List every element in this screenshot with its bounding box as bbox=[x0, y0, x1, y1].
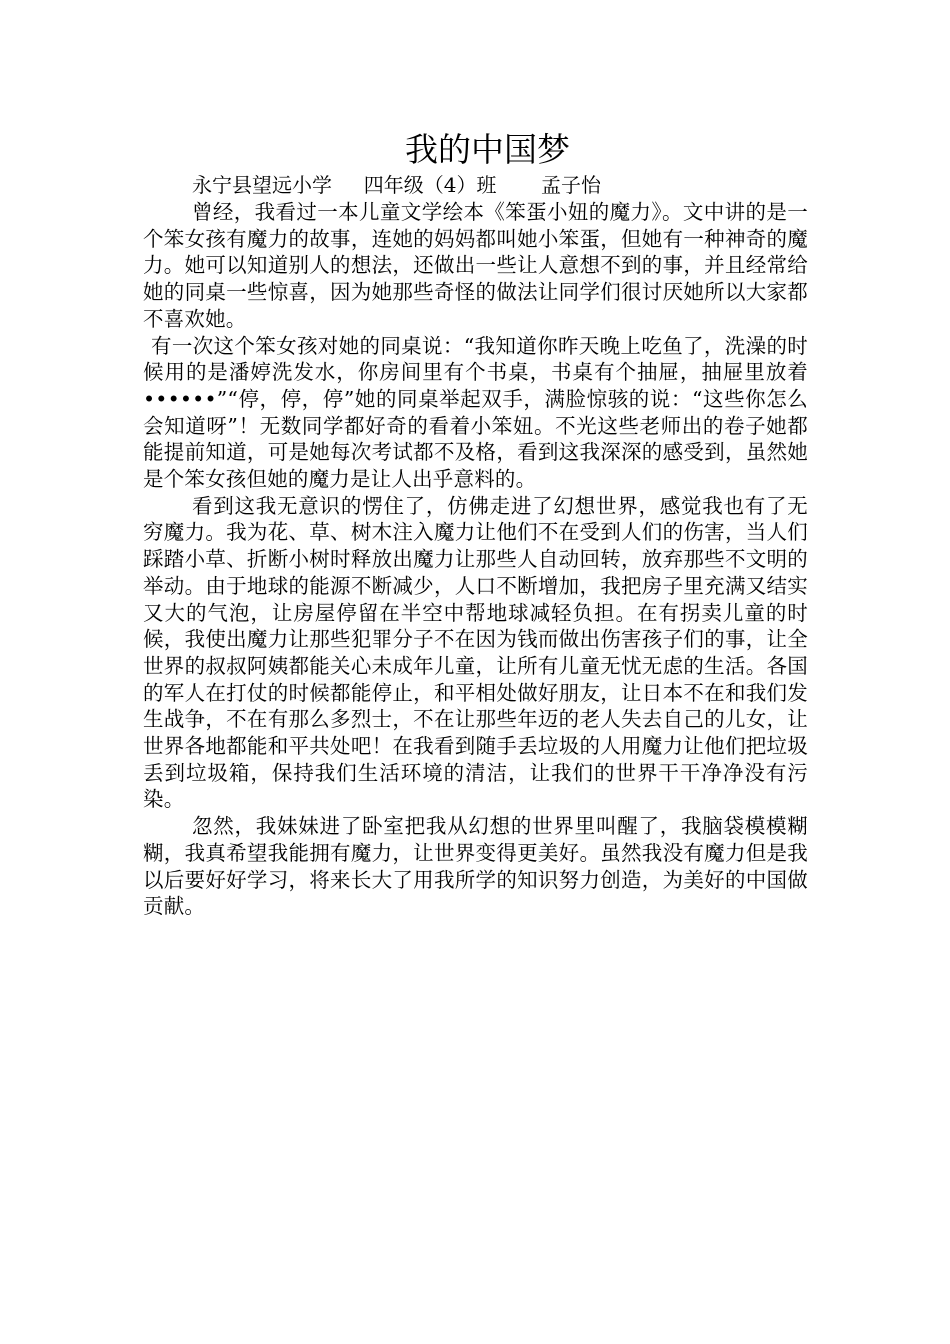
paragraph-1: 曾经，我看过一本儿童文学绘本《笨蛋小妞的魔力》。文中讲的是一个笨女孩有魔力的故事，连她的妈妈都叫她小笨蛋，但她有一种神奇的魔力。她可以知道别人的想法，还做出一些让人意想不到的事，并且经常给她的同桌一些惊喜，因为她那些奇怪的做法让同学们很讨厌她所以大家都不喜欢她。 bbox=[143, 200, 808, 331]
essay-title: 我的中国梦 bbox=[405, 130, 570, 169]
essay-body bbox=[143, 128, 808, 920]
paragraph-2: 有一次这个笨女孩对她的同桌说：“我知道你昨天晚上吃鱼了，洗澡的时候用的是潘婷洗发水，你房间里有个书桌，书桌有个抽屉，抽屉里放着••••••”“停，停，停”她的同桌举起双手，满脸惊骇的说：“这些你怎么会知道呀”！无数同学都好奇的看着小笨妞。不光这些老师出的卷子她都能提前知道，可是她每次考试都不及格，看到这我深深的感受到，虽然她是个笨女孩但她的魔力是让人出乎意料的。 bbox=[143, 333, 808, 492]
paragraph-4: 忽然，我妹妹进了卧室把我从幻想的世界里叫醒了，我脑袋模模糊糊，我真希望我能拥有魔力，让世界变得更美好。虽然我没有魔力但是我以后要好好学习，将来长大了用我所学的知识努力创造，为美好的中国做贡献。 bbox=[143, 814, 808, 919]
author-byline: 永宁县望远小学 四年级（4）班 孟子怡 bbox=[192, 173, 602, 197]
paragraph-3: 看到这我无意识的愣住了，仿佛走进了幻想世界，感觉我也有了无穷魔力。我为花、草、树木注入魔力让他们不在受到人们的伤害，当人们踩踏小草、折断小树时释放出魔力让那些人自动回转，放弃那些不文明的举动。由于地球的能源不断减少，人口不断增加，我把房子里充满又结实又大的气泡，让房屋停留在半空中帮地球减轻负担。在有拐卖儿童的时候，我使出魔力让那些犯罪分子不在因为钱而做出伤害孩子们的事，让全世界的叔叔阿姨都能关心未成年儿童，让所有儿童无忧无虑的生活。各国的军人在打仗的时候都能停止，和平相处做好朋友，让日本不在和我们发生战争，不在有那么多烈士，不在让那些年迈的老人失去自己的儿女，让世界各地都能和平共处吧！在我看到随手丢垃圾的人用魔力让他们把垃圾丢到垃圾箱，保持我们生活环境的清洁，让我们的世界干干净净没有污染。 bbox=[143, 493, 808, 812]
